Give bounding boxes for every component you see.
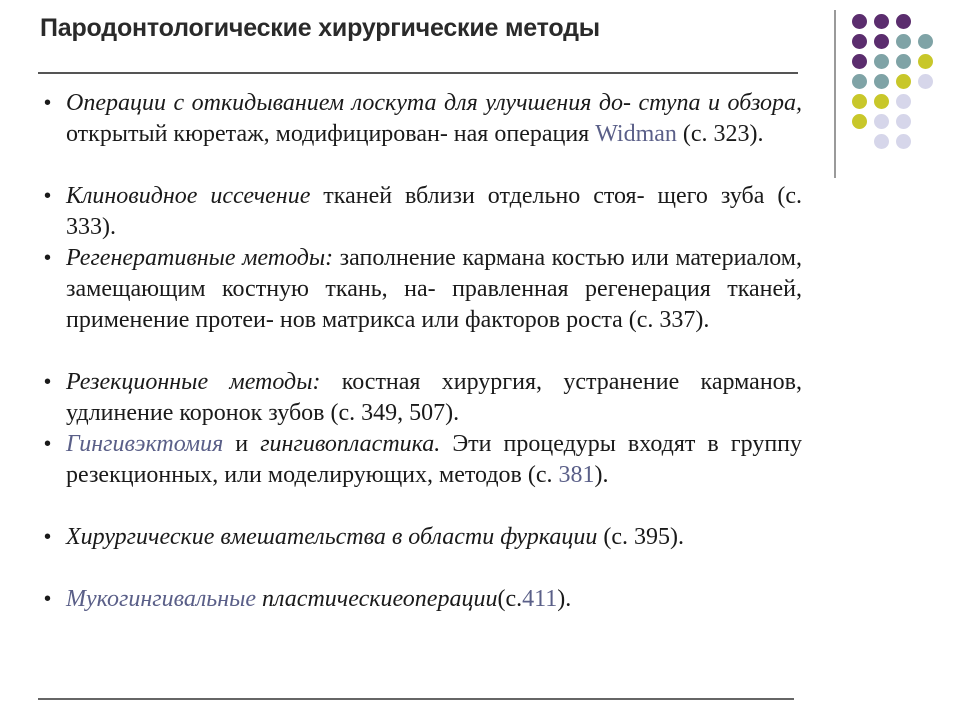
list-item [44,181,802,243]
item-term: Резекционные методы: [66,369,321,395]
item-text: (с. 395). [597,524,685,550]
decorative-divider [834,10,836,178]
dot [874,14,889,29]
page-reference: (с. 323). [676,121,764,147]
item-text: открытый кюретаж, модифицирован- ная операция [66,121,596,147]
author-name: Widman [595,121,677,147]
dot [874,74,889,89]
item-text: (с. [497,586,523,612]
item-term: пластическиеоперации [256,586,498,612]
bullet: • [44,247,52,269]
item-term: Регенеративные методы: [66,245,334,271]
item-text: заполнение кармана костью или материалом, замещающим костную ткань, на- правленная регенерация тканей, применение протеи- нов матрикса или факторов роста (с. 337). [66,245,802,333]
item-term: Хирургические вмешательства в области фуркации [66,524,598,550]
dot [852,74,867,89]
item-text: тканей вблизи отдельно стоя- щего зуба (с. 333). [66,183,802,240]
dot [918,34,933,49]
bullet: • [44,92,52,114]
dot [874,34,889,49]
list-item [44,584,802,615]
list-item [44,522,802,584]
list-item [44,367,802,429]
dot [874,54,889,69]
bullet: • [44,433,52,455]
dot [896,134,911,149]
bullet: • [44,185,52,207]
item-term: гингивопластика. [260,431,441,457]
list-item [44,243,802,367]
dot [852,54,867,69]
page-reference-link: 381 [558,462,595,488]
item-term: Операции с откидыванием лоскута для улучшения до- ступа и обзора, [66,90,802,116]
item-text: ). [557,586,572,612]
dot [896,14,911,29]
bullet: • [44,526,52,548]
dot [896,54,911,69]
dot [874,94,889,109]
dot [874,114,889,129]
item-term-link: Мукогингивальные [66,586,257,612]
dot [896,74,911,89]
item-text: Эти процедуры входят в группу резекционных, или моделирующих, методов (с. [66,431,803,488]
page-title: Пародонтологические хирургические методы [40,14,600,42]
dot [896,114,911,129]
bullet: • [44,371,52,393]
list-item [44,429,802,522]
dot [852,94,867,109]
dot [896,34,911,49]
dot [852,14,867,29]
dot [874,134,889,149]
dot [918,54,933,69]
methods-list [44,88,802,615]
dot [852,114,867,129]
dot [896,94,911,109]
page-reference-link: 411 [522,586,558,612]
title-underline [38,72,798,74]
bottom-rule [38,698,794,700]
dot [852,34,867,49]
item-term-link: Гингивэктомия [66,431,224,457]
item-text: костная хирургия, устранение карманов, удлинение коронок зубов (с. 349, 507). [66,369,802,426]
item-term: Клиновидное иссечение [66,183,311,209]
list-item [44,88,802,181]
item-text: и [223,431,261,457]
dot [918,74,933,89]
item-text: ). [594,462,609,488]
bullet: • [44,588,52,610]
